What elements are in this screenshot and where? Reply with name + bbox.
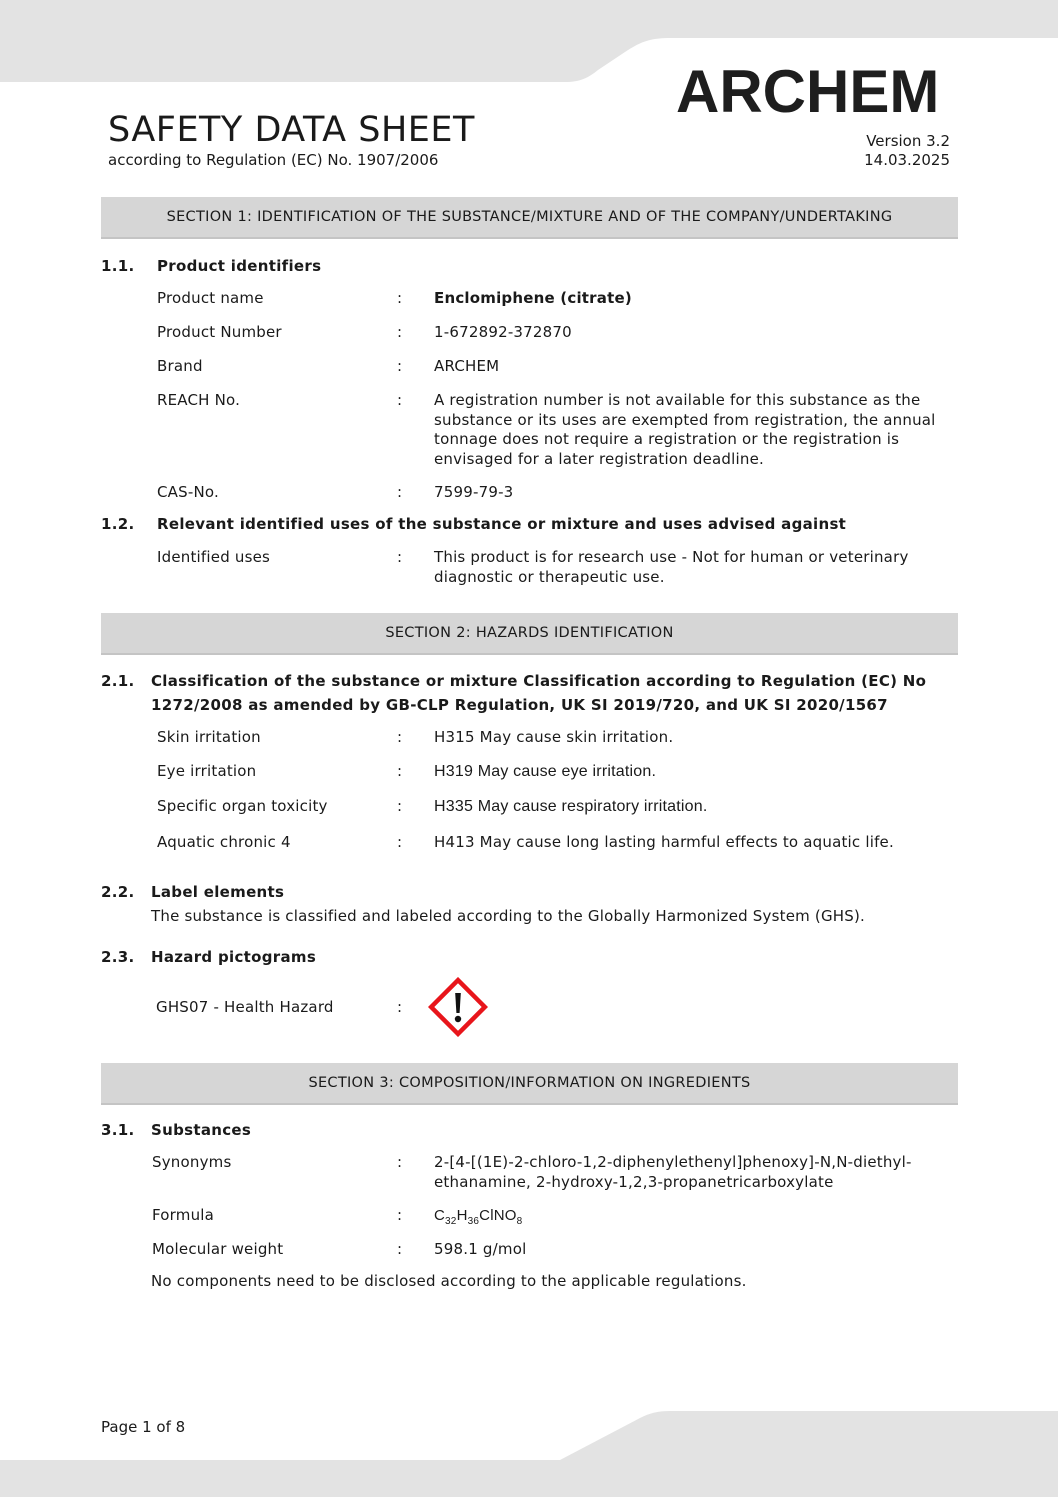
field-label: Eye irritation — [157, 762, 257, 780]
subsection-number: 3.1. — [101, 1121, 135, 1139]
version-number: Version 3.2 — [866, 132, 950, 150]
field-label: Synonyms — [152, 1153, 232, 1171]
field-label: Product Number — [157, 323, 282, 341]
field-label: CAS-No. — [157, 483, 219, 501]
aquatic-chronic-value: H413 May cause long lasting harmful effects to aquatic life. — [434, 833, 894, 851]
disclosure-note: No components need to be disclosed according to the applicable regulations. — [151, 1272, 747, 1290]
field-colon: : — [397, 1240, 403, 1258]
product-name-value: Enclomiphene (citrate) — [434, 289, 632, 307]
synonyms-value: 2-[4-[(1E)-2-chloro-1,2-diphenylethenyl]phenoxy]-N,N-diethyl-ethanamine, 2-hydroxy-1,2,3-propanetricarboxylate — [434, 1153, 912, 1191]
field-colon: : — [397, 323, 403, 341]
field-colon: : — [397, 728, 403, 746]
subsection-2-1-heading: Classification of the substance or mixture Classification according to Regulation (EC) No 1272/2008 as amended by GB-CLP Regulation, UK SI 2019/720, and UK SI 2020/1567 — [151, 672, 927, 714]
section-3-header: SECTION 3: COMPOSITION/INFORMATION ON INGREDIENTS — [101, 1063, 958, 1105]
subsection-number: 2.2. — [101, 883, 135, 901]
field-label: Identified uses — [157, 548, 271, 566]
ghs07-exclamation-icon — [428, 977, 488, 1037]
brand-value: ARCHEM — [434, 357, 500, 375]
archem-logo — [676, 62, 961, 120]
field-colon: : — [397, 357, 403, 375]
field-label: Specific organ toxicity — [157, 797, 328, 815]
section-2-header: SECTION 2: HAZARDS IDENTIFICATION — [101, 613, 958, 655]
field-colon: : — [397, 1206, 403, 1224]
field-label: Molecular weight — [152, 1240, 284, 1258]
document-title: SAFETY DATA SHEET — [108, 110, 475, 150]
field-colon: : — [397, 548, 403, 566]
molecular-weight-value: 598.1 g/mol — [434, 1240, 527, 1258]
skin-irritation-value: H315 May cause skin irritation. — [434, 728, 674, 746]
field-label: Brand — [157, 357, 203, 375]
version-date: 14.03.2025 — [864, 151, 950, 169]
cas-value: 7599-79-3 — [434, 483, 514, 501]
subsection-heading: Label elements — [151, 883, 285, 901]
footer-band — [0, 1400, 1058, 1497]
field-colon: : — [397, 833, 403, 851]
field-colon: : — [397, 762, 403, 780]
subsection-number: 2.1. — [101, 672, 135, 690]
field-label: GHS07 - Health Hazard — [156, 998, 334, 1016]
field-label: Formula — [152, 1206, 215, 1224]
organ-toxicity-value: H335 May cause respiratory irritation. — [434, 798, 708, 815]
eye-irritation-value: H319 May cause eye irritation. — [434, 763, 657, 780]
product-number-value: 1-672892-372870 — [434, 323, 572, 341]
subsection-heading: Substances — [151, 1121, 252, 1139]
identified-uses-value: This product is for research use - Not for human or veterinary diagnostic or therapeutic use. — [434, 548, 909, 586]
field-label: REACH No. — [157, 391, 241, 409]
label-elements-text: The substance is classified and labeled according to the Globally Harmonized System (GHS). — [151, 907, 866, 925]
subsection-heading: Product identifiers — [157, 257, 322, 275]
field-label: Skin irritation — [157, 728, 261, 746]
reach-value: A registration number is not available for this substance as the substance or its uses are exempted from registration, the annual tonnage does not require a registration or the registration is envisaged for a later registration deadline. — [434, 391, 936, 468]
document-subtitle: according to Regulation (EC) No. 1907/2006 — [108, 151, 439, 169]
field-label: Aquatic chronic 4 — [157, 833, 291, 851]
subsection-heading: Relevant identified uses of the substance or mixture and uses advised against — [157, 515, 847, 533]
field-colon: : — [397, 998, 403, 1016]
field-colon: : — [397, 1153, 403, 1171]
field-label: Product name — [157, 289, 264, 307]
field-colon: : — [397, 391, 403, 409]
page-number: Page 1 of 8 — [101, 1418, 186, 1436]
subsection-number: 2.3. — [101, 948, 135, 966]
subsection-number: 1.1. — [101, 257, 135, 275]
field-colon: : — [397, 797, 403, 815]
version-block — [864, 132, 950, 170]
subsection-number: 1.2. — [101, 515, 135, 533]
logo-text: ARCHEM — [676, 62, 940, 120]
field-colon: : — [397, 289, 403, 307]
field-colon: : — [397, 483, 403, 501]
section-1-header: SECTION 1: IDENTIFICATION OF THE SUBSTANCE/MIXTURE AND OF THE COMPANY/UNDERTAKING — [101, 197, 958, 239]
subsection-heading: Hazard pictograms — [151, 948, 317, 966]
formula-value: $C_{32}H_{36}ClNO_8$ — [434, 1207, 523, 1227]
